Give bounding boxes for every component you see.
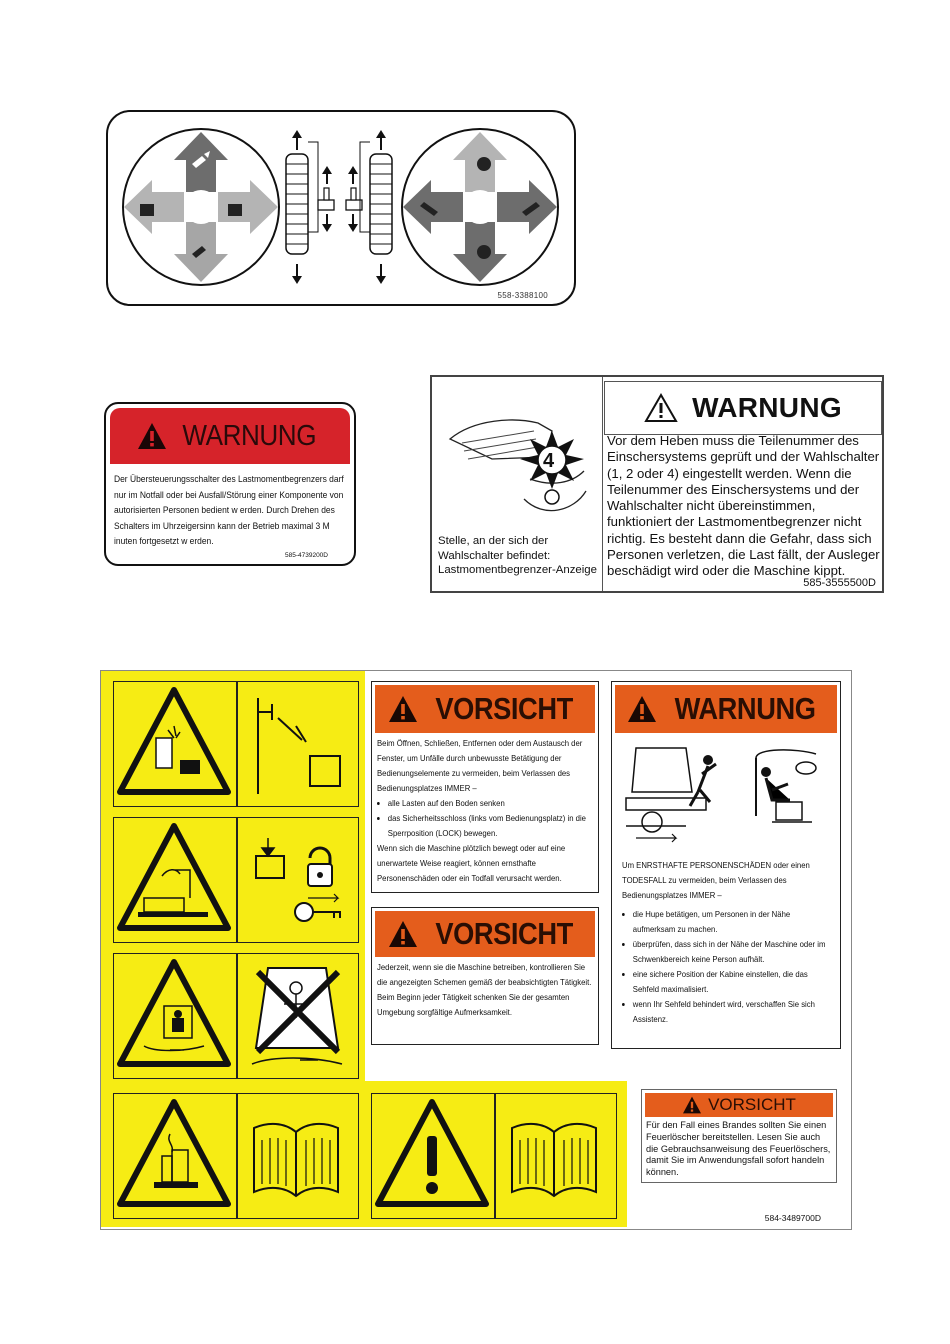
dial-number: 4 (543, 450, 555, 472)
lock-lever-icon (238, 818, 356, 940)
swing-area-illustration (616, 738, 838, 848)
joystick-function-label (106, 110, 576, 306)
pictogram-crush-hazard (113, 817, 237, 943)
track-drive-icon (286, 130, 392, 284)
list-item: • alle Lasten auf den Boden senken (388, 796, 595, 811)
manual-book-icon (496, 1094, 614, 1216)
visibility-hazard-icon (114, 954, 234, 1076)
left-joystick-pattern-icon (123, 129, 279, 285)
window-hazard-icon (114, 682, 234, 804)
manual-book-icon (238, 1094, 356, 1216)
warning-triangle-icon (682, 1096, 702, 1114)
pictogram-no-standing (237, 953, 359, 1079)
vorsicht-header (375, 911, 595, 957)
warning-header (110, 408, 350, 464)
warning-triangle-icon (137, 422, 167, 450)
pictogram-window-procedure (237, 681, 359, 807)
list-item: • die Hupe betätigen, um Personen in der Nähe aufmerksam zu machen. (633, 907, 831, 937)
warning-body-text: Vor dem Heben muss die Teilenummer des Einschersystems geprüft und der Wahlschalter (1, 2 oder 4) eingestellt werden. Wenn die Teilenummer des Einschersystems und der Wahlschalter nicht übereinstimmen, funktioniert der Lastmomentbegrenzer nicht richtig. Es besteht dann die Gefahr, dass sich Personen verletzen, die Last fällt, der Ausleger beschädigt wird oder die Maschine kippt. (607, 433, 880, 579)
vorsicht-header (375, 685, 595, 733)
vorsicht-operation-text: Jederzeit, wenn sie die Maschine betreiben, kontrollieren Sie die angezeigten Schemen gemäß der beabsichtigten Tätigkeit. Beim Beginn jeder Tätigkeit schenken Sie der gesamten Umgebung sorgfältige Aufmerksamkeit. (377, 962, 592, 1017)
list-item: • überprüfen, dass sich in der Nähe der Maschine oder im Schwenkbereich keine Person aufhält. (633, 937, 831, 967)
pictogram-general-warning (371, 1093, 495, 1219)
pictogram-read-manual-1 (237, 1093, 359, 1219)
right-joystick-pattern-icon (402, 129, 558, 285)
pictogram-read-manual-2 (495, 1093, 617, 1219)
selector-switch-warning-label (430, 375, 884, 593)
pictogram-window-hazard (113, 681, 237, 807)
warnung-intro: Um ENRSTHAFTE PERSONENSCHÄDEN oder einen TODESFALL zu vermeiden, beim Verlassen des Bedienungsplatzes IMMER – (622, 860, 810, 900)
warnung-text (622, 858, 831, 1027)
selector-dial-illustration (434, 379, 602, 534)
vorsicht-fire-panel (641, 1089, 837, 1183)
warnung-list (622, 907, 831, 1027)
vorsicht-title: VORSICHT (708, 1095, 796, 1114)
warning-triangle-icon (388, 920, 418, 948)
vorsicht-list (377, 796, 595, 841)
window-procedure-icon (238, 682, 356, 804)
vorsicht-title: VORSICHT (435, 916, 573, 951)
crush-hazard-icon (114, 818, 234, 940)
fire-hazard-icon (114, 1094, 234, 1216)
label-part-number: 558-3388100 (497, 291, 548, 300)
warning-triangle-icon (644, 393, 678, 423)
vorsicht-fire-text: Für den Fall eines Brandes sollten Sie einen Feuerlöscher bereitstellen. Lesen Sie auch die Gebrauchsanweisung des Feuerlöschers, damit Sie im Anwendungsfall sofort handeln können. (646, 1120, 831, 1178)
list-item: • das Sicherheitsschloss (links vom Bedienungsplatz) in die Sperrposition (LOCK) bewegen. (388, 811, 595, 841)
warning-title: WARNUNG (692, 392, 842, 423)
vorsicht-outro: Wenn sich die Maschine plötzlich bewegt oder auf eine unerwartete Weise reagiert, können ernsthafte Personenschäden oder ein Todfall verursacht werden. (377, 843, 566, 883)
warning-triangle-icon (388, 695, 418, 723)
no-standing-icon (238, 954, 356, 1076)
pictogram-fire-hazard (113, 1093, 237, 1219)
warning-triangle-icon (627, 695, 657, 723)
vorsicht-title: VORSICHT (435, 691, 573, 726)
exclamation-warning-icon (372, 1094, 492, 1216)
list-item: • wenn Ihr Sehfeld behindert wird, verschaffen Sie sich Assistenz. (633, 997, 831, 1027)
label-part-number: 585-4739200D (284, 552, 328, 559)
vorsicht-window-text (377, 736, 595, 886)
override-switch-warning-label (104, 402, 356, 566)
warnung-leaving-seat-panel (611, 681, 841, 1049)
vorsicht-operation-panel (371, 907, 599, 1045)
combined-safety-label (100, 670, 852, 1230)
warnung-title: WARNUNG (674, 691, 816, 726)
selector-location-caption: Stelle, an der sich der Wahlschalter befindet: Lastmomentbegrenzer-Anzeige (438, 535, 597, 577)
warning-header (604, 381, 882, 435)
pictogram-lock-lever (237, 817, 359, 943)
warning-title: WARNUNG (182, 419, 316, 452)
vorsicht-intro: Beim Öffnen, Schließen, Entfernen oder dem Austausch der Fenster, um Unfälle durch unbewusste Betätigung der Bedienungselemente zu vermeiden, beim Verlassen des Bedienungsplatzes IMMER – (377, 738, 583, 793)
label-part-number: 584-3489700D (764, 1213, 821, 1223)
warning-body-text: Der Übersteuerungsschalter des Lastmomentbegrenzers darf nur im Notfall oder bei Ausfall/Störung einer Komponente von autorisierten Personen bedient w erden. Durch Drehen des Schalters im Uhrzeigersinn kann der Betrieb maximal 3 M inuten fortgesetzt w erden. (114, 474, 344, 546)
list-item: • eine sichere Position der Kabine einstellen, die das Sehfeld maximalisiert. (633, 967, 831, 997)
pictogram-visibility-hazard (113, 953, 237, 1079)
vorsicht-window-panel (371, 681, 599, 893)
joystick-diagram (108, 112, 574, 304)
warnung-header (615, 685, 837, 733)
label-part-number: 585-3555500D (803, 577, 876, 589)
vorsicht-header (645, 1093, 833, 1117)
